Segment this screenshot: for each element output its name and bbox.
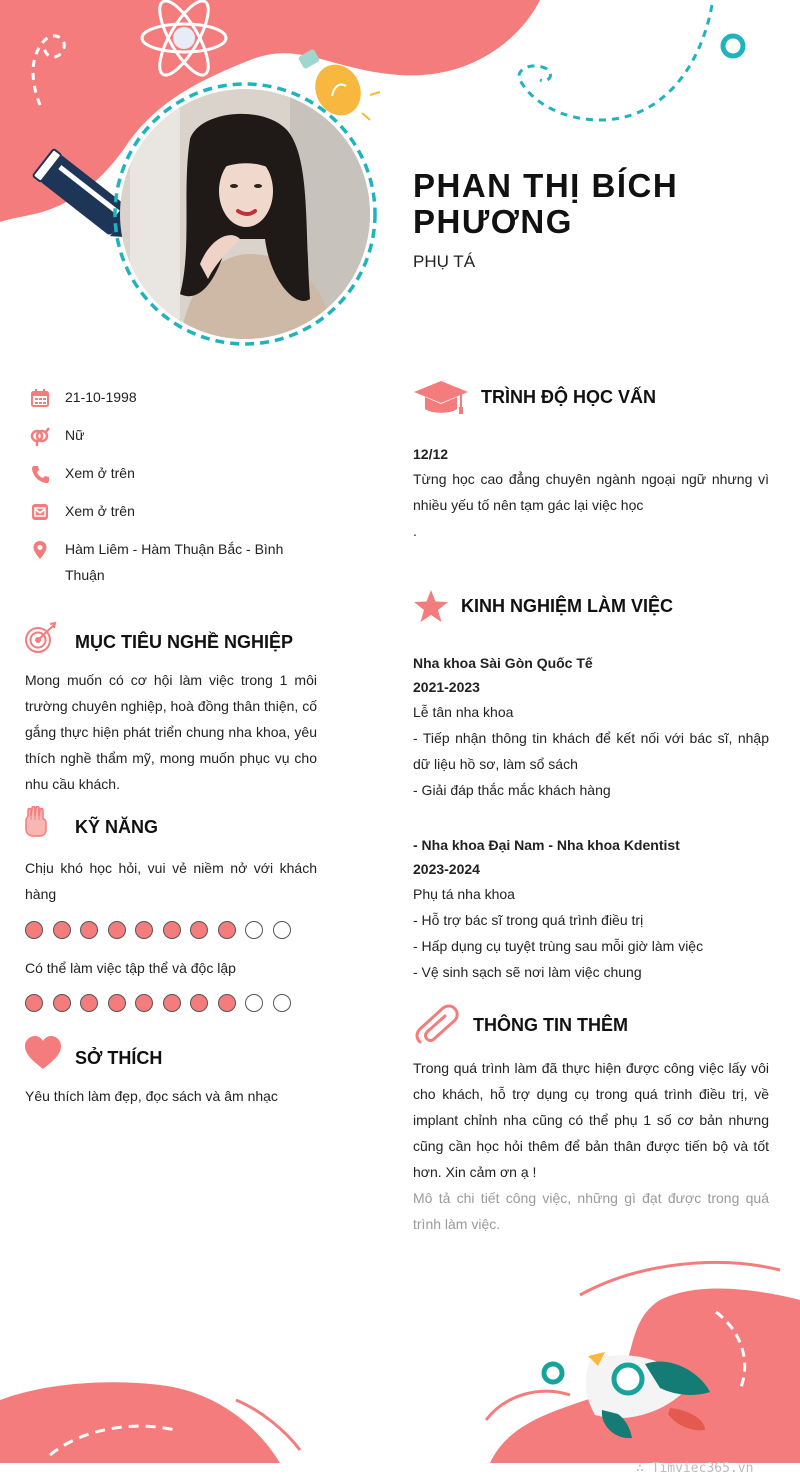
job-2-position: Phụ tá nha khoa (413, 886, 515, 902)
job-2-detail-1: - Hỗ trợ bác sĩ trong quá trình điều trị (413, 912, 644, 928)
rating-dot (135, 921, 153, 939)
phone-icon (30, 464, 50, 484)
skill-item-1-text: Chịu khó học hỏi, vui vẻ niềm nở với khách hàng (25, 860, 317, 902)
education-title: TRÌNH ĐỘ HỌC VẤN (481, 387, 656, 407)
job-1-position: Lễ tân nha khoa (413, 704, 514, 720)
hobbies-title: SỞ THÍCH (75, 1048, 163, 1068)
rating-dot (273, 994, 291, 1012)
job-1-detail-1: - Tiếp nhận thông tin khách để kết nối với bác sĩ, nhập dữ liệu hồ sơ, làm sổ sách (413, 730, 769, 772)
target-icon (24, 621, 58, 655)
skill-item-1-rating (25, 921, 291, 939)
rating-dot (245, 994, 263, 1012)
rating-dot (135, 994, 153, 1012)
rating-dot (25, 921, 43, 939)
graduation-cap-icon (413, 379, 469, 417)
additional-text: Trong quá trình làm đã thực hiện được công việc lấy vôi cho khách, hỗ trợ dụng cụ trong quá trình điều trị, về implant chỉnh nha cũng có thể phụ 1 số cơ bản nhưng cũng cần học hỏi thêm để bản thân được tiến bộ và tốt hơn. Xin cảm ơn ạ ! (413, 1060, 769, 1180)
rating-dot (273, 921, 291, 939)
watermark: ∴ Timviec365.vn (636, 1461, 754, 1476)
rating-dot (80, 994, 98, 1012)
rating-dot (163, 921, 181, 939)
job-1-detail-2: - Giải đáp thắc mắc khách hàng (413, 782, 611, 798)
job-2-company: - Nha khoa Đại Nam - Nha khoa Kdentist (413, 837, 680, 853)
rating-dot (25, 994, 43, 1012)
gender-value: Nữ (65, 427, 85, 443)
avatar (120, 89, 370, 339)
rating-dot (163, 994, 181, 1012)
email-icon (30, 502, 50, 522)
gender-icon (30, 426, 50, 446)
additional-placeholder: Mô tả chi tiết công việc, những gì đạt được trong quá trình làm việc. (413, 1190, 769, 1232)
rating-dot (245, 921, 263, 939)
rating-dot (108, 921, 126, 939)
job-1-period: 2021-2023 (413, 679, 480, 695)
job-2-detail-3: - Vệ sinh sạch sẽ nơi làm việc chung (413, 964, 642, 980)
skill-item-2-text: Có thể làm việc tập thể và độc lập (25, 960, 236, 976)
info-phone (30, 460, 320, 486)
avatar-illustration (120, 89, 370, 339)
rating-dot (218, 921, 236, 939)
education-level: 12/12 (413, 446, 449, 462)
rating-dot (218, 994, 236, 1012)
job-2-period: 2023-2024 (413, 861, 480, 877)
paperclip-icon (414, 1004, 460, 1046)
hobbies-text: Yêu thích làm đẹp, đọc sách và âm nhạc (25, 1088, 278, 1104)
info-birthdate (30, 384, 320, 410)
objective-title: MỤC TIÊU NGHỀ NGHIỆP (75, 632, 294, 652)
rating-dot (190, 994, 208, 1012)
phone-value: Xem ở trên (65, 465, 135, 481)
info-gender (30, 422, 320, 448)
address-value: Hàm Liêm - Hàm Thuận Bắc - Bình Thuận (65, 541, 284, 583)
skill-item-2-rating (25, 994, 291, 1012)
info-email (30, 498, 320, 524)
rating-dot (108, 994, 126, 1012)
additional-title: THÔNG TIN THÊM (473, 1015, 628, 1035)
skills-title: KỸ NĂNG (75, 817, 159, 837)
education-text: Từng học cao đẳng chuyên ngành ngoại ngữ nhưng vì nhiều yếu tố nên tạm gác lại việc học (413, 471, 769, 513)
experience-title: KINH NGHIỆM LÀM VIỆC (461, 596, 674, 616)
heart-icon (24, 1036, 62, 1070)
job-title: PHỤ TÁ (413, 252, 476, 271)
star-icon (413, 589, 449, 623)
job-2-detail-2: - Hấp dụng cụ tuyệt trùng sau mỗi giờ làm việc (413, 938, 704, 954)
rating-dot (80, 921, 98, 939)
education-trailing: . (413, 523, 417, 539)
fist-icon (24, 806, 48, 838)
rating-dot (53, 994, 71, 1012)
birthdate-value: 21-10-1998 (65, 389, 137, 405)
objective-text: Mong muốn có cơ hội làm việc trong 1 môi trường chuyên nghiệp, hoà đồng thân thiện, cố gắng thực hiện phát triển chung nha khoa, yêu thích nghề thẩm mỹ, mong muốn phục vụ cho nhu cầu khách. (25, 672, 317, 792)
location-pin-icon (30, 540, 50, 560)
email-value: Xem ở trên (65, 503, 135, 519)
job-1-company: Nha khoa Sài Gòn Quốc Tế (413, 655, 593, 671)
rating-dot (53, 921, 71, 939)
rating-dot (190, 921, 208, 939)
info-address (30, 536, 320, 588)
calendar-icon (30, 388, 50, 408)
candidate-name: PHAN THỊ BÍCH PHƯƠNG (413, 167, 679, 240)
